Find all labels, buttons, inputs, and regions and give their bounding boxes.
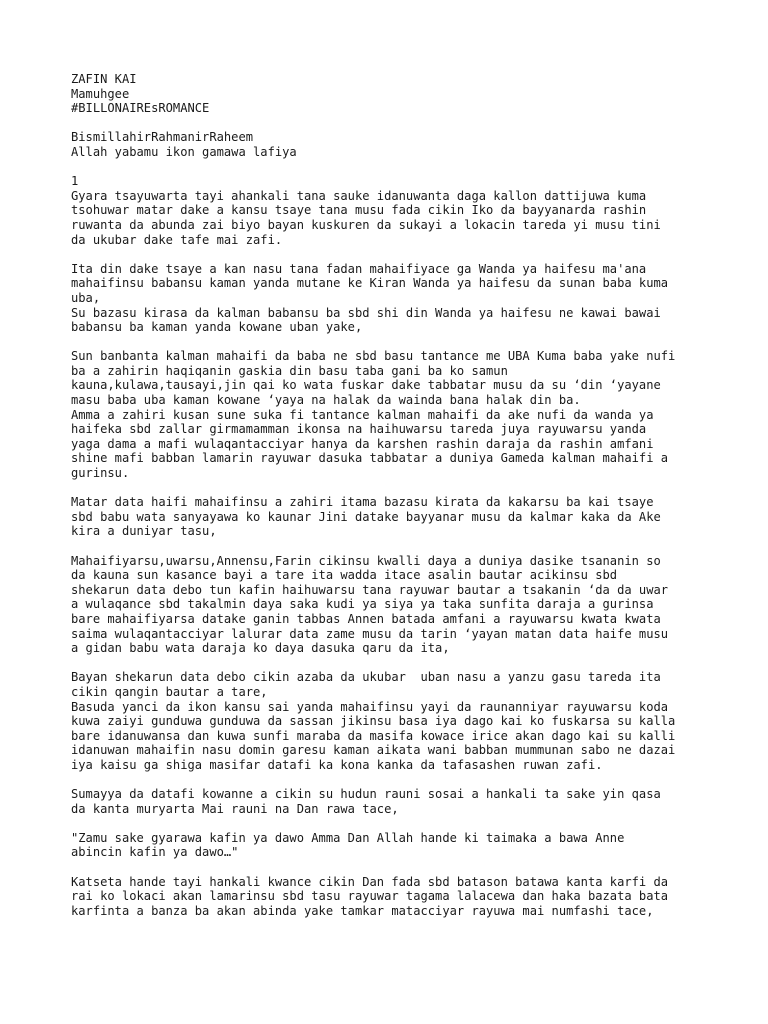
- blank-line: [71, 860, 711, 875]
- blank-line: [71, 816, 711, 831]
- paragraph: [71, 831, 711, 860]
- text-line: rai ko lokaci akan lamarinsu sbd tasu rayuwar tagama lalacewa dan haka bazata bata: [71, 889, 669, 904]
- text-line: da kanta muryarta Mai rauni na Dan rawa tace,: [71, 801, 399, 816]
- text-line: Sun banbanta kalman mahaifi da baba ne sbd basu tantance me UBA Kuma baba yake nufi: [71, 349, 676, 364]
- text-line: tsohuwar matar dake a kansu tsaye tana musu fada cikin Iko da bayyanarda rashin: [71, 203, 647, 218]
- paragraph: [71, 787, 711, 816]
- text-line: uba,: [71, 290, 101, 305]
- paragraph: [71, 189, 711, 247]
- blank-line: [71, 773, 711, 788]
- text-line: Gyara tsayuwarta tayi ahankali tana sauke idanuwanta daga kallon dattijuwa kuma: [71, 188, 647, 203]
- author-name: Mamuhgee: [71, 86, 130, 101]
- text-line: ba a zahirin haqiqanin gaskia din basu taba gani ba ko samun: [71, 363, 508, 378]
- text-line: da kauna sun kasance bayi a tare ita wadda itace asalin bautar acikinsu sbd: [71, 568, 618, 583]
- text-line: sbd babu wata sanyayawa ko kaunar Jini datake bayyanar musu da kalmar kaka da Ake: [71, 509, 661, 524]
- opening-invocation: BismillahirRahmanirRaheem: [71, 130, 254, 145]
- blank-line: [71, 335, 711, 350]
- text-line: haifeka sbd zallar girmamamman ikonsa na haihuwarsu tareda juya rayuwarsu yanda: [71, 422, 647, 437]
- text-line: Amma a zahiri kusan sune suka fi tantance kalman mahaifi da ake nufi da wanda ya: [71, 407, 654, 422]
- text-line: Su bazasu kirasa da kalman babansu ba sbd shi din Wanda ya haifesu ne kawai bawai: [71, 305, 661, 320]
- paragraph: [71, 554, 711, 656]
- body-text: [71, 189, 711, 919]
- text-line: Basuda yanci da ikon kansu sai yanda mahaifinsu yayi da raunanniyar rayuwarsu koda: [71, 699, 669, 714]
- text-line: Katseta hande tayi hankali kwance cikin Dan fada sbd batason batawa kanta karfi da: [71, 874, 669, 889]
- paragraph: [71, 349, 711, 480]
- blank-line: [71, 116, 711, 131]
- text-line: babansu ba kaman yanda kowane uban yake,: [71, 320, 363, 335]
- story-title: ZAFIN KAI: [71, 72, 137, 86]
- text-line: cikin qangin bautar a tare,: [71, 684, 268, 699]
- text-line: kuwa zaiyi gunduwa gunduwa da sassan jikinsu basa iya dago kai ko fuskarsa su kalla: [71, 714, 676, 729]
- text-line: kira a duniyar tasu,: [71, 524, 217, 539]
- text-line: a gidan babu wata daraja ko daya dasuka qaru da ita,: [71, 641, 450, 656]
- blank-line: [71, 160, 711, 175]
- text-line: a wulaqance sbd takalmin daya saka kudi ya siya ya taka sunfita daraja a gurinsa: [71, 597, 654, 612]
- text-line: bare mahaifiyarsa datake ganin tabbas Annen batada amfani a rayuwarsu kwata kwata: [71, 611, 661, 626]
- text-line: saima wulaqantacciyar lalurar data zame musu da tarin ‘yayan matan data haife musu: [71, 626, 669, 641]
- text-line: da ukubar dake tafe mai zafi.: [71, 232, 283, 247]
- chapter-number: 1: [71, 174, 79, 189]
- genre-hashtag: #BILLONAIREsROMANCE: [71, 101, 210, 116]
- blank-line: [71, 481, 711, 496]
- blank-line: [71, 247, 711, 262]
- text-line: Bayan shekarun data debo cikin azaba da ukubar uban nasu a yanzu gasu tareda ita: [71, 670, 661, 685]
- text-line: kauna,kulawa,tausayi,jin qai ko wata fuskar dake tabbatar musu da su ‘din ‘yayane: [71, 378, 661, 393]
- text-line: ruwanta da abunda zai biyo bayan kuskuren da sukayi a lokacin tareda yi musu tini: [71, 217, 661, 232]
- text-line: Sumayya da datafi kowanne a cikin su hudun rauni sosai a hankali ta sake yin qasa: [71, 787, 661, 802]
- opening-blessing: Allah yabamu ikon gamawa lafiya: [71, 144, 297, 159]
- text-line: idanuwan mahaifin nasu domin garesu kaman aikata wani babban mummunan sabo ne dazai: [71, 743, 676, 758]
- text-line: bare idanuwansa dan kuwa sunfi maraba da masifa kowace irice akan dago kai su kalli: [71, 728, 676, 743]
- text-line: mahaifinsu babansu kaman yanda mutane ke Kiran Wanda ya haifesu da sunan baba kuma: [71, 276, 669, 291]
- paragraph: [71, 875, 711, 919]
- blank-line: [71, 539, 711, 554]
- blank-line: [71, 656, 711, 671]
- paragraph: [71, 262, 711, 335]
- text-line: yaga dama a mafi wulaqantacciyar hanya da karshen rashin daraja da rashin amfani: [71, 436, 654, 451]
- text-line: "Zamu sake gyarawa kafin ya dawo Amma Dan Allah hande ki taimaka a bawa Anne: [71, 830, 625, 845]
- text-line: abincin kafin ya dawo…": [71, 845, 239, 860]
- text-line: karfinta a banza ba akan abinda yake tamkar matacciyar rayuwa mai numfashi tace,: [71, 903, 654, 918]
- text-line: gurinsu.: [71, 466, 130, 481]
- text-line: masu baba uba kaman kowane ‘yaya na halak da wainda bana halak din ba.: [71, 393, 581, 408]
- text-line: Mahaifiyarsu,uwarsu,Annensu,Farin cikinsu kwalli daya a duniya dasike tsananin so: [71, 553, 661, 568]
- text-line: Ita din dake tsaye a kan nasu tana fadan mahaifiyace ga Wanda ya haifesu ma'ana: [71, 261, 647, 276]
- text-line: shekarun data debo tun kafin haihuwarsu tana rayuwar bautar a tsakanin ‘da da uwar: [71, 582, 669, 597]
- text-line: Matar data haifi mahaifinsu a zahiri itama bazasu kirata da kakarsu ba kai tsaye: [71, 495, 654, 510]
- paragraph: [71, 670, 711, 772]
- text-line: iya kaisu ga shiga masifar datafi ka kona kanka da tafasashen ruwan zafi.: [71, 757, 603, 772]
- document-page: [71, 72, 711, 918]
- paragraph: [71, 495, 711, 539]
- text-line: shine mafi babban lamarin rayuwar dasuka tabbatar a duniya Gameda kalman mahaifi a: [71, 451, 669, 466]
